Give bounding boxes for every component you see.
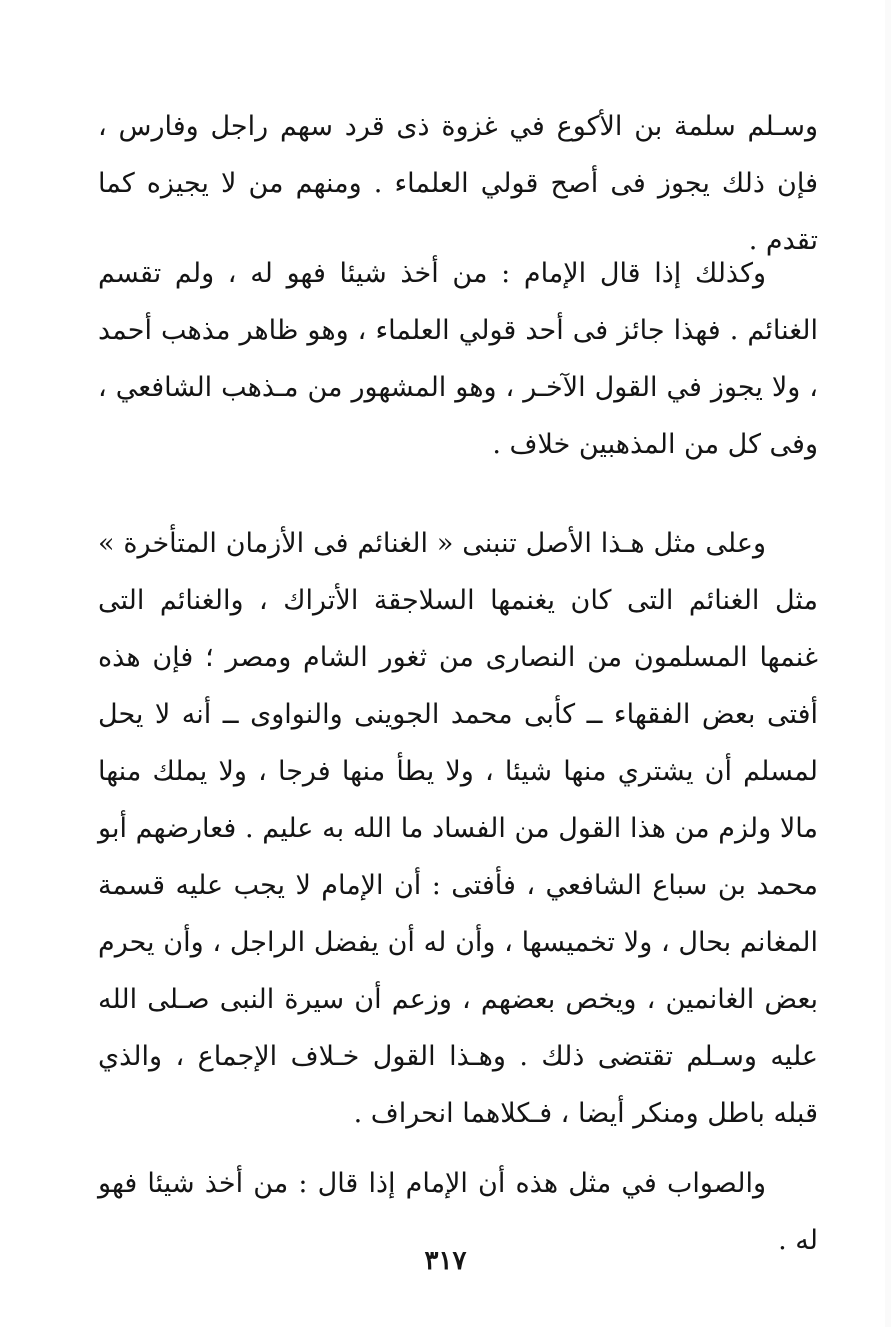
paragraph-1: وسـلم سلمة بن الأكوع في غزوة ذى قرد سهم راجل وفارس ، فإن ذلك يجوز فى أصح قولي العلماء . ومنهم من لا يجيزه كما تقدم .: [98, 111, 818, 256]
paragraph-4: والصواب في مثل هذه أن الإمام إذا قال : من أخذ شيئا فهو له .: [98, 1168, 818, 1256]
page-number: ٣١٧: [424, 1246, 467, 1276]
paragraph-2: وكذلك إذا قال الإمام : من أخذ شيئا فهو له ، ولم تقسم الغنائم . فهذا جائز فى أحد قولي العلماء ، وهو ظاهر مذهب أحمد ، ولا يجوز في القول الآخـر ، وهو المشهور من مـذهب الشافعي ، وفى كل من المذهبين خلاف .: [98, 258, 818, 460]
paragraph-3: وعلى مثل هـذا الأصل تنبنى « الغنائم فى الأزمان المتأخرة » مثل الغنائم التى كان يغنمها السلاجقة الأتراك ، والغنائم التى غنمها المسلمون من النصارى من ثغور الشام ومصر ؛ فإن هذه أفتى بعض الفقهاء ــ كأبى محمد الجوينى والنواوى ــ أنه لا يحل لمسلم أن يشتري منها شيئا ، ولا يطأ منها فرجا ، ولا يملك منها مالا ولزم من هذا القول من الفساد ما الله به عليم . فعارضهم أبو محمد بن سباع الشافعي ، فأفتى : أن الإمام لا يجب عليه قسمة المغانم بحال ، ولا تخميسها ، وأن له أن يفضل الراجل ، وأن يحرم بعض الغانمين ، ويخص بعضهم ، وزعم أن سيرة النبى صـلى الله عليه وسـلم تقتضى ذلك . وهـذا القول خـلاف الإجماع ، والذي قبله باطل ومنكر أيضا ، فـكلاهما انحراف .: [98, 528, 818, 1129]
page-edge-shadow: [885, 0, 891, 1327]
